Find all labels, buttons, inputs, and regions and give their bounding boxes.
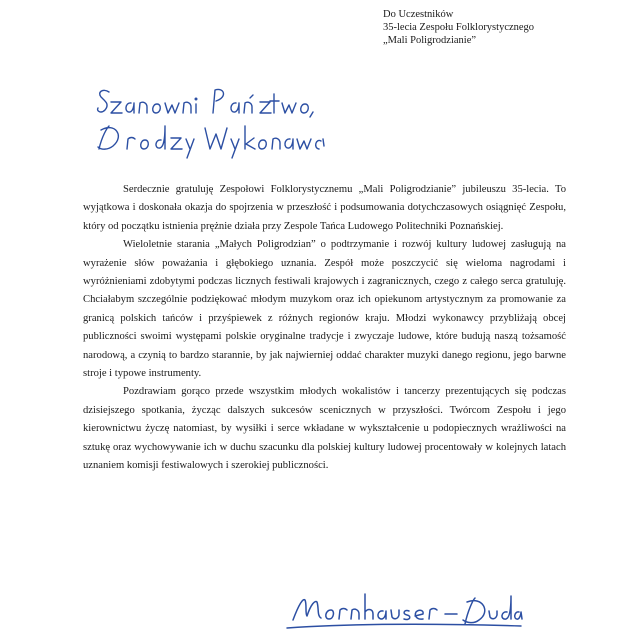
address-line-2: 35-lecia Zespołu Folklorystycznego bbox=[383, 22, 535, 33]
address-line-1: Do Uczestników bbox=[383, 9, 454, 20]
signature-text bbox=[285, 634, 286, 635]
salutation-handwriting bbox=[95, 86, 325, 160]
paragraph-2: Wieloletnie starania „Małych Poligrodzian” o podtrzymanie i rozwój kultury ludowej zasługują na wyrażenie słów poważania i głębokiego uznania. Zespół może poszczycić się wieloma nagrodami i wyróżnieniami zdobytymi podczas licznych festiwali krajowych i zagranicznych, czego z całego serca gratuluję. Chciałabym szczególnie podziękować młodym muzykom oraz ich opiekunom artystycznym za promowanie za granicą polskich tańców i przyśpiewek z różnych regionów kraju. Młodzi wykonawcy przybliżają obcej publiczności swoimi występami polskie oryginalne tradycje i zwyczaje ludowe, które budują naszą tożsamość narodową, a czynią to bardzo starannie, by jak najwierniej oddać charakter muzyki danego regionu, jego barwne stroje i typowe instrumenty. bbox=[83, 239, 566, 380]
signature-handwriting bbox=[285, 590, 525, 634]
letter-body bbox=[83, 181, 566, 476]
paragraph-1: Serdecznie gratuluję Zespołowi Folklorystycznemu „Mali Poligrodzianie” jubileuszu 35-lecia. To wyjątkowa i doskonała okazja do spojrzenia w przeszłość i podsumowania dotychczasowych osiągnięć Zespołu, który od początku istnienia prężnie działa przy Zespole Tańca Ludowego Politechniki Poznańskiej. bbox=[83, 184, 566, 232]
paragraph-3: Pozdrawiam gorąco przede wszystkim młodych wokalistów i tancerzy prezentujących się podczas dzisiejszego spotkania, życząc dalszych sukcesów scenicznych w przyszłości. Twórcom Zespołu i jego kierownictwu życzę natomiast, by wysiłki i serce wkładane w wykształcenie u podopiecznych wrażliwości na sztukę oraz wychowywanie ich w duchu szacunku dla polskiej kultury ludowej procentowały w kolejnych latach uznaniem komisji festiwalowych i szerokiej publiczności. bbox=[83, 386, 566, 472]
salutation-line-1 bbox=[95, 160, 96, 161]
handwritten-salutation bbox=[95, 86, 325, 160]
address-line-3: „Mali Poligrodzianie” bbox=[383, 35, 477, 46]
signature bbox=[285, 590, 525, 634]
recipient-address bbox=[383, 8, 534, 47]
